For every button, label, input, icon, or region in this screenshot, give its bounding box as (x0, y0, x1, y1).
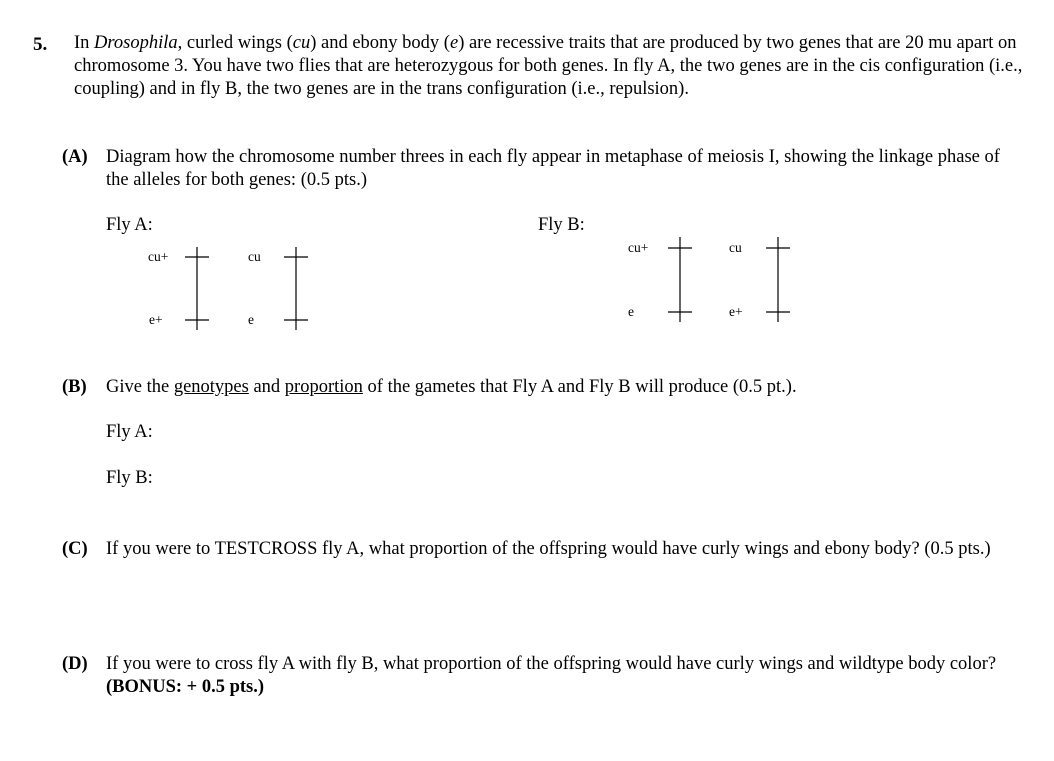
fly-a-allele-cu: cu (248, 249, 261, 264)
part-b-label: (B) (62, 377, 87, 397)
fly-b-chromosome-1 (668, 237, 692, 322)
question-number: 5. (33, 34, 48, 55)
fly-a-allele-cu-plus: cu+ (148, 249, 169, 264)
fly-a-allele-e: e (248, 312, 254, 327)
fly-a-allele-e-plus: e+ (149, 312, 163, 327)
genotypes-underlined: genotypes (173, 377, 249, 397)
fly-a-label: Fly A: (106, 215, 153, 235)
fly-a-chromosome-1 (185, 247, 209, 330)
fly-b-chromosome-2 (766, 237, 790, 322)
part-d-text: If you were to cross fly A with fly B, what proportion of the offspring would have curly wings and wildtype body color? (BONUS: + 0.5 pts.) (106, 654, 997, 697)
part-c-text: If you were to TESTCROSS fly A, what proportion of the offspring would have curly wings and ebony body? (0.5 pts.) (106, 539, 991, 559)
proportion-underlined: proportion (284, 377, 363, 397)
fly-b-allele-cu: cu (729, 240, 742, 255)
part-b-text: Give the genotypes and proportion of the gametes that Fly A and Fly B will produce (0.5 pt.). (106, 377, 797, 397)
fly-b-label: Fly B: (538, 215, 585, 235)
fly-b-allele-cu-plus: cu+ (628, 240, 649, 255)
part-a-text: Diagram how the chromosome number threes in each fly appear in metaphase of meiosis I, showing the linkage phase of the alleles for both genes: (0.5 pts.) (106, 147, 1000, 190)
part-a-label: (A) (62, 147, 88, 167)
part-c-label: (C) (62, 539, 88, 559)
species-name: Drosophila (94, 33, 178, 53)
fly-b-allele-e: e (628, 304, 634, 319)
part-b-fly-a-label: Fly A: (106, 422, 153, 442)
fly-a-chromosome-2 (284, 247, 308, 330)
fly-b-allele-e-plus: e+ (729, 304, 743, 319)
part-d-label: (D) (62, 654, 88, 674)
question-intro: In Drosophila, curled wings (cu) and ebony body (e) are recessive traits that are produced by two genes that are 20 mu apart on chromosome 3. You have two flies that are heterozygous for both genes. In fly A, the two genes are in the cis configuration (i.e., coupling) and in fly B, the two genes are in the trans configuration (i.e., repulsion). (74, 33, 1023, 99)
part-b-fly-b-label: Fly B: (106, 468, 153, 488)
bonus-text: (BONUS: + 0.5 pts.) (106, 677, 265, 697)
